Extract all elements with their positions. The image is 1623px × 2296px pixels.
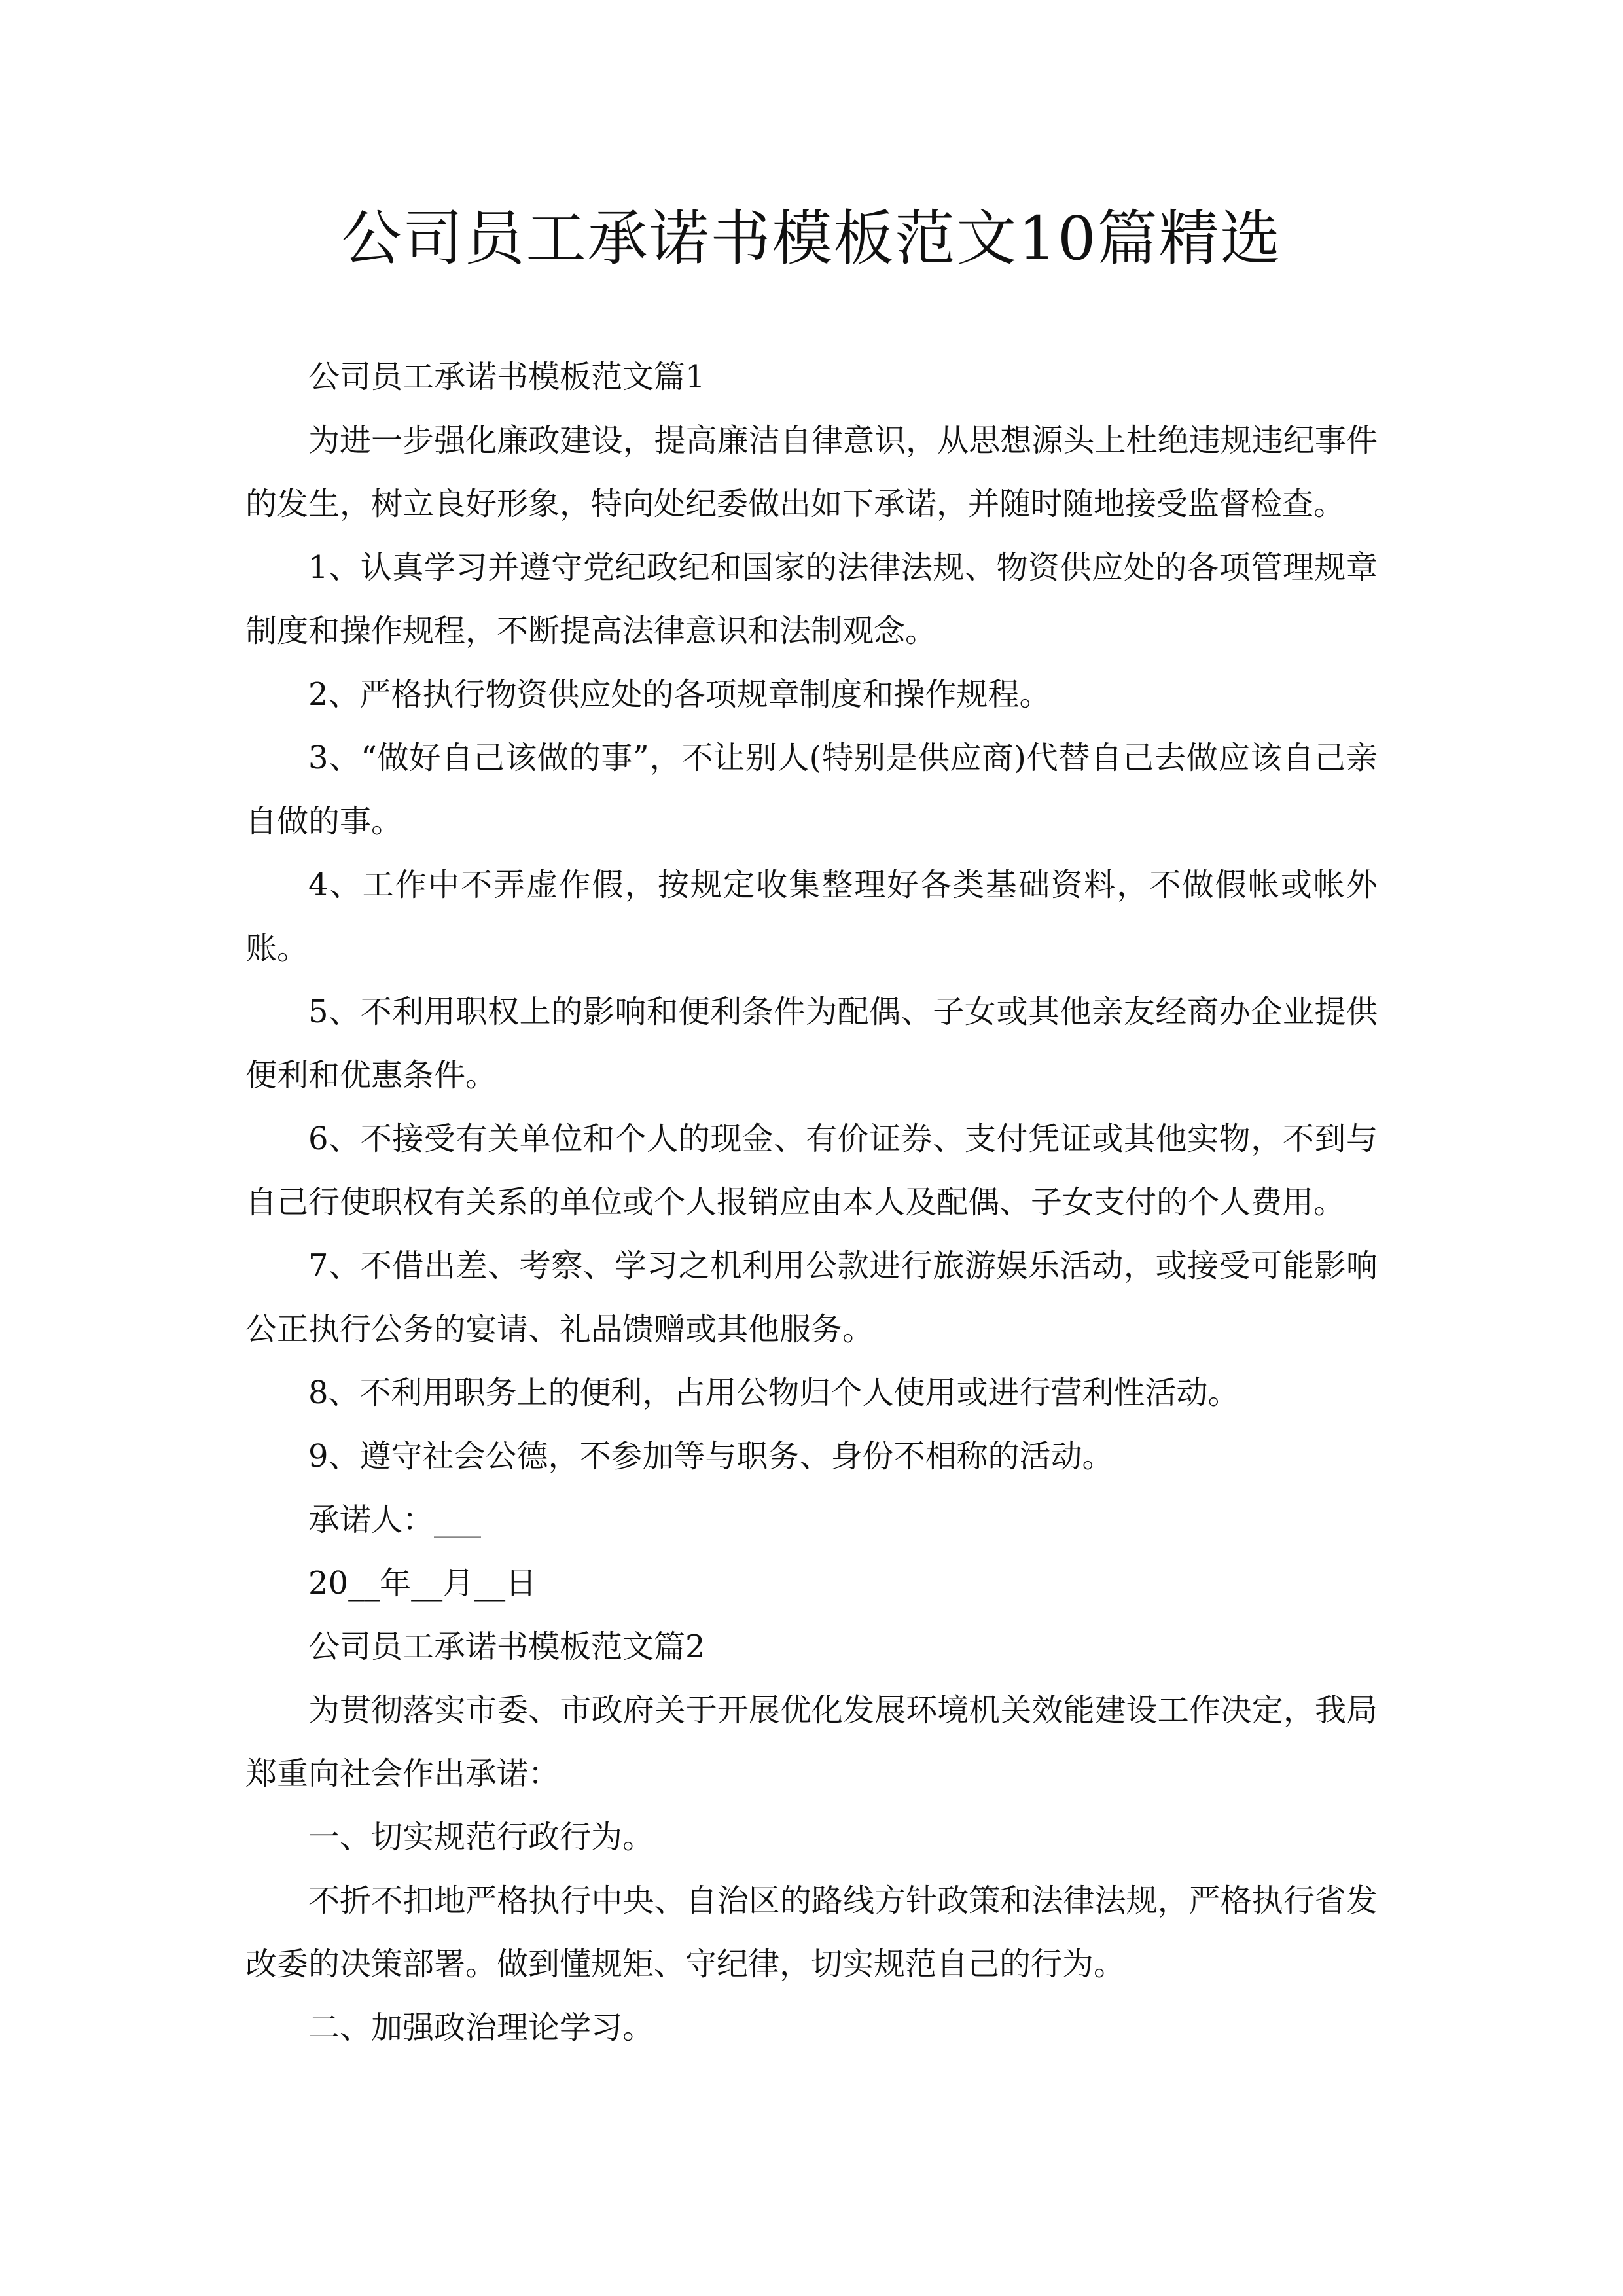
paragraph: 4、工作中不弄虚作假，按规定收集整理好各类基础资料，不做假帐或帐外账。 [245, 867, 1378, 967]
paragraph: 不折不扣地严格执行中央、自治区的路线方针政策和法律法规，严格执行省发改委的决策部署。做到懂规矩、守纪律，切实规范自己的行为。 [245, 1882, 1378, 1982]
paragraph: 9、遵守社会公德，不参加等与职务、身份不相称的活动。 [308, 1438, 1114, 1475]
signer-line: 承诺人：___ [308, 1501, 482, 1538]
paragraph: 二、加强政治理论学习。 [308, 2009, 654, 2046]
paragraph: 为贯彻落实市委、市政府关于开展优化发展环境机关效能建设工作决定，我局郑重向社会作出承诺： [245, 1692, 1378, 1792]
document-title: 公司员工承诺书模板范文10篇精选 [341, 204, 1282, 274]
paragraph: 5、不利用职权上的影响和便利条件为配偶、子女或其他亲友经商办企业提供便利和优惠条件。 [245, 994, 1378, 1094]
paragraph: 8、不利用职务上的便利，占用公物归个人使用或进行营利性活动。 [308, 1374, 1240, 1411]
paragraph: 1、认真学习并遵守党纪政纪和国家的法律法规、物资供应处的各项管理规章制度和操作规程，不断提高法律意识和法制观念。 [245, 549, 1378, 649]
paragraph: 7、不借出差、考察、学习之机利用公款进行旅游娱乐活动，或接受可能影响公正执行公务的宴请、礼品馈赠或其他服务。 [245, 1247, 1378, 1348]
section-heading: 公司员工承诺书模板范文篇1 [308, 359, 705, 395]
paragraph: 3、“做好自己该做的事”，不让别人(特别是供应商)代替自己去做应该自己亲自做的事。 [245, 740, 1378, 840]
date-line: 20__年__月__日 [308, 1565, 537, 1602]
paragraph: 为进一步强化廉政建设，提高廉洁自律意识，从思想源头上杜绝违规违纪事件的发生，树立良好形象，特向处纪委做出如下承诺，并随时随地接受监督检查。 [245, 422, 1378, 522]
paragraph: 一、切实规范行政行为。 [308, 1819, 654, 1856]
paragraph: 6、不接受有关单位和个人的现金、有价证券、支付凭证或其他实物，不到与自己行使职权有关系的单位或个人报销应由本人及配偶、子女支付的个人费用。 [245, 1121, 1378, 1221]
paragraph: 2、严格执行物资供应处的各项规章制度和操作规程。 [308, 676, 1051, 713]
document-body [245, 346, 1378, 2060]
section-heading: 公司员工承诺书模板范文篇2 [308, 1628, 705, 1665]
